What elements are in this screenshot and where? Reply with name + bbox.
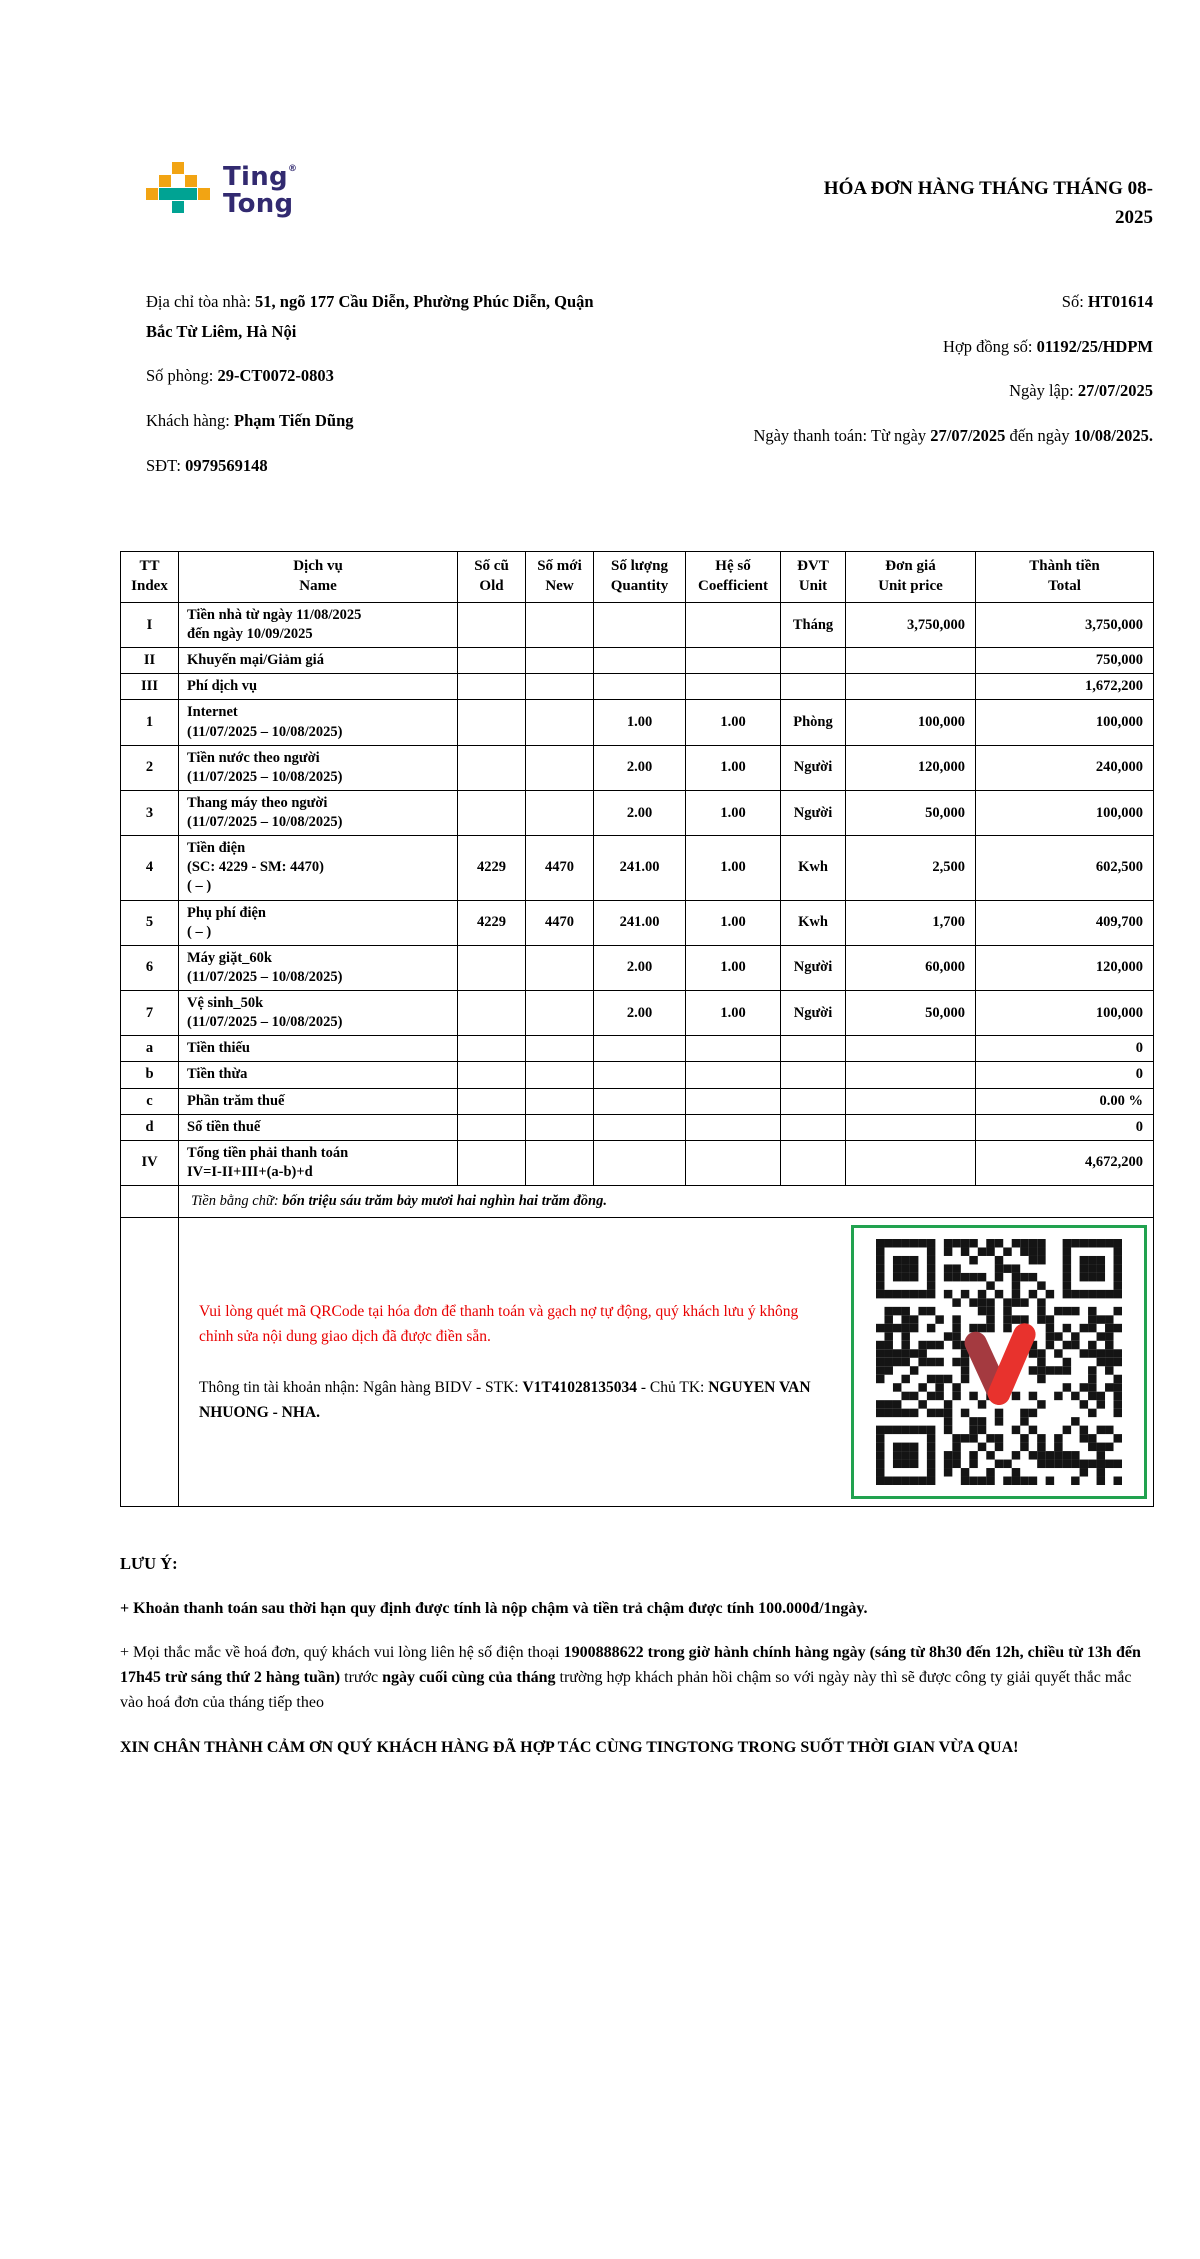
amount-in-words-row — [121, 1186, 1154, 1218]
cell-total: 1,672,200 — [976, 674, 1154, 700]
service-name-line: Internet — [187, 704, 238, 721]
cell-service-name — [179, 1088, 458, 1114]
cell-unit-price: 50,000 — [846, 790, 976, 835]
cell-service-name — [179, 945, 458, 990]
cell-unit — [781, 648, 846, 674]
info-right-column — [733, 287, 1153, 495]
cell-unit — [781, 1140, 846, 1185]
invoice-number-field: Số: HT01614 — [1061, 291, 1153, 311]
service-name-line: Tiền thiếu — [187, 1040, 250, 1057]
cell-service-name — [179, 1140, 458, 1185]
table-body — [121, 602, 1154, 1185]
service-name-line: (11/07/2025 – 10/08/2025) — [187, 814, 343, 831]
cell-service-name — [179, 674, 458, 700]
cell-service-name — [179, 1114, 458, 1140]
cell-quantity: 241.00 — [594, 900, 686, 945]
cell-total: 0.00 % — [976, 1088, 1154, 1114]
thank-you-message: XIN CHÂN THÀNH CẢM ƠN QUÝ KHÁCH HÀNG ĐÃ HỢP TÁC CÙNG TINGTONG TRONG SUỐT THỜI GIAN VỪA QUA! — [120, 1738, 1019, 1756]
service-name-line: (11/07/2025 – 10/08/2025) — [187, 768, 343, 785]
invoice-title-line1: HÓA ĐƠN HÀNG THÁNG THÁNG 08- — [823, 178, 1153, 199]
amount-in-words — [179, 1186, 1154, 1218]
service-name-line: ( – ) — [187, 923, 212, 940]
customer-field: Khách hàng: Phạm Tiến Dũng — [146, 410, 354, 430]
cell-old — [458, 1140, 526, 1185]
qr-payment-cell — [179, 1218, 1154, 1507]
cell-old — [458, 648, 526, 674]
payment-from-value: 27/07/2025 — [930, 425, 1006, 445]
cell-index: 7 — [121, 991, 179, 1036]
cell-new: 4470 — [526, 900, 594, 945]
cell-old — [458, 790, 526, 835]
phone-field: SĐT: 0979569148 — [146, 455, 268, 475]
brand-word-ting: Ting — [223, 162, 288, 192]
cell-old — [458, 1088, 526, 1114]
cell-new — [526, 1114, 594, 1140]
service-name-line: Tiền nhà từ ngày 11/08/2025 — [187, 606, 362, 623]
cell-coefficient — [686, 1036, 781, 1062]
cell-unit — [781, 1088, 846, 1114]
table-row — [121, 790, 1154, 835]
cell-quantity: 2.00 — [594, 745, 686, 790]
cell-new — [526, 790, 594, 835]
cell-unit — [781, 1114, 846, 1140]
cell-quantity — [594, 602, 686, 647]
header-total: Thành tiền Total — [976, 552, 1154, 603]
cell-new — [526, 1140, 594, 1185]
amount-words-label: Tiền bằng chữ: — [191, 1193, 283, 1210]
cell-unit-price — [846, 648, 976, 674]
cell-unit: Người — [781, 790, 846, 835]
cell-index: d — [121, 1114, 179, 1140]
table-row — [121, 991, 1154, 1036]
table-row — [121, 648, 1154, 674]
cell-old — [458, 1114, 526, 1140]
table-row — [121, 674, 1154, 700]
cell-index: 1 — [121, 700, 179, 745]
building-address-value: 51, ngõ 177 Cầu Diễn, Phường Phúc Diễn, Quận Bắc Từ Liêm, Hà Nội — [146, 291, 594, 341]
cell-unit: Kwh — [781, 900, 846, 945]
qr-instructions — [179, 1218, 851, 1506]
cell-new: 4470 — [526, 836, 594, 900]
cell-unit-price: 1,700 — [846, 900, 976, 945]
cell-unit-price — [846, 1114, 976, 1140]
cell-unit: Kwh — [781, 836, 846, 900]
registered-mark: ® — [287, 164, 298, 174]
header-old: Số cũ Old — [458, 552, 526, 603]
service-name-line: Khuyến mại/Giảm giá — [187, 652, 324, 669]
qr-code-frame — [851, 1225, 1147, 1499]
cell-service-name — [179, 1036, 458, 1062]
cell-new — [526, 1062, 594, 1088]
table-row — [121, 1062, 1154, 1088]
cell-service-name — [179, 991, 458, 1036]
cell-coefficient: 1.00 — [686, 700, 781, 745]
table-row — [121, 836, 1154, 900]
invoice-title — [683, 174, 1153, 233]
cell-new — [526, 945, 594, 990]
cell-unit — [781, 1036, 846, 1062]
service-name-line: đến ngày 10/09/2025 — [187, 626, 313, 643]
table-row — [121, 1036, 1154, 1062]
cell-coefficient — [686, 602, 781, 647]
cell-new — [526, 745, 594, 790]
cell-total: 409,700 — [976, 900, 1154, 945]
phone-value: 0979569148 — [185, 455, 268, 475]
cell-quantity: 2.00 — [594, 790, 686, 835]
header-unit: ĐVT Unit — [781, 552, 846, 603]
services-table — [120, 551, 1154, 1507]
cell-unit-price: 60,000 — [846, 945, 976, 990]
cell-idx-empty — [121, 1186, 179, 1218]
cell-index: 3 — [121, 790, 179, 835]
cell-total: 3,750,000 — [976, 602, 1154, 647]
cell-coefficient: 1.00 — [686, 790, 781, 835]
header-coefficient: Hệ số Coefficient — [686, 552, 781, 603]
table-footer-rows — [121, 1186, 1154, 1507]
cell-coefficient: 1.00 — [686, 745, 781, 790]
cell-total: 0 — [976, 1062, 1154, 1088]
cell-unit-price — [846, 1036, 976, 1062]
cell-service-name — [179, 602, 458, 647]
cell-coefficient: 1.00 — [686, 900, 781, 945]
cell-total: 0 — [976, 1114, 1154, 1140]
cell-coefficient — [686, 1140, 781, 1185]
cell-index: II — [121, 648, 179, 674]
service-name-line: Số tiền thuế — [187, 1118, 261, 1135]
cell-idx-empty — [121, 1218, 179, 1507]
cell-unit: Người — [781, 991, 846, 1036]
cell-unit-price — [846, 1140, 976, 1185]
cell-new — [526, 648, 594, 674]
table-row — [121, 1140, 1154, 1185]
brand-logo — [146, 162, 297, 217]
info-left-column — [146, 287, 606, 495]
cell-index: I — [121, 602, 179, 647]
cell-old — [458, 745, 526, 790]
cell-total: 4,672,200 — [976, 1140, 1154, 1185]
table-header — [121, 552, 1154, 603]
brand-word-tong: Tong — [223, 188, 294, 219]
cell-old — [458, 991, 526, 1036]
cell-service-name — [179, 648, 458, 674]
cell-quantity: 2.00 — [594, 945, 686, 990]
payment-to-value: 10/08/2025. — [1073, 425, 1153, 445]
tingtong-logo-icon — [146, 162, 210, 214]
room-number-value: 29-CT0072-0803 — [217, 366, 334, 386]
invoice-number-value: HT01614 — [1087, 291, 1153, 311]
cell-unit-price: 2,500 — [846, 836, 976, 900]
hotline-number: 1900888622 trong giờ hành chính hàng ngày (sáng từ 8h30 đến 12h, chiều từ 13h đến 17h45 trừ sáng thứ 2 hàng tuần) — [120, 1644, 1141, 1687]
qr-notice-text: Vui lòng quét mã QRCode tại hóa đơn để thanh toán và gạch nợ tự động, quý khách lưu ý không chỉnh sửa nội dung giao dịch đã được điền sẵn. — [199, 1302, 799, 1345]
service-name-line: Tiền thừa — [187, 1066, 248, 1083]
cell-index: a — [121, 1036, 179, 1062]
cell-quantity — [594, 648, 686, 674]
cell-unit-price: 3,750,000 — [846, 602, 976, 647]
cell-quantity: 2.00 — [594, 991, 686, 1036]
service-name-line: Tiền nước theo người — [187, 749, 320, 766]
cell-unit: Người — [781, 945, 846, 990]
cell-total: 0 — [976, 1036, 1154, 1062]
cell-new — [526, 602, 594, 647]
cell-old: 4229 — [458, 900, 526, 945]
issue-date-value: 27/07/2025 — [1077, 381, 1153, 401]
cell-unit-price: 120,000 — [846, 745, 976, 790]
cell-index: c — [121, 1088, 179, 1114]
table-header-row — [121, 552, 1154, 603]
cell-coefficient — [686, 1114, 781, 1140]
cell-quantity — [594, 1140, 686, 1185]
cell-total: 120,000 — [976, 945, 1154, 990]
cell-unit-price: 50,000 — [846, 991, 976, 1036]
cell-total: 100,000 — [976, 991, 1154, 1036]
cell-quantity — [594, 1062, 686, 1088]
building-address-field: Địa chỉ tòa nhà: 51, ngõ 177 Cầu Diễn, Phường Phúc Diễn, Quận Bắc Từ Liêm, Hà Nội — [146, 291, 594, 341]
cell-coefficient: 1.00 — [686, 836, 781, 900]
cell-old — [458, 700, 526, 745]
cell-coefficient: 1.00 — [686, 991, 781, 1036]
footer-notes — [120, 1551, 1153, 1761]
cell-index: 4 — [121, 836, 179, 900]
service-name-line: Phí dịch vụ — [187, 678, 258, 695]
service-name-line: Tổng tiền phải thanh toán — [187, 1144, 349, 1161]
cell-coefficient — [686, 674, 781, 700]
cell-total: 750,000 — [976, 648, 1154, 674]
service-name-line: IV=I-II+III+(a-b)+d — [187, 1163, 313, 1180]
customer-name-value: Phạm Tiến Dũng — [233, 410, 354, 430]
cell-unit: Phòng — [781, 700, 846, 745]
cell-quantity: 241.00 — [594, 836, 686, 900]
issue-date-field: Ngày lập: 27/07/2025 — [1009, 381, 1153, 401]
cell-old — [458, 602, 526, 647]
note-late-fee: + Khoản thanh toán sau thời hạn quy định được tính là nộp chậm và tiền trả chậm được tính 100.000đ/1ngày. — [120, 1599, 868, 1617]
cell-new — [526, 991, 594, 1036]
cell-service-name — [179, 836, 458, 900]
cell-coefficient: 1.00 — [686, 945, 781, 990]
table-row — [121, 700, 1154, 745]
cell-service-name — [179, 900, 458, 945]
table-row — [121, 945, 1154, 990]
cell-unit — [781, 1062, 846, 1088]
cell-new — [526, 1036, 594, 1062]
bank-account-number: V1T41028135034 — [522, 1379, 637, 1397]
invoice-info — [120, 287, 1153, 495]
service-name-line: (11/07/2025 – 10/08/2025) — [187, 1014, 343, 1031]
cell-index: 6 — [121, 945, 179, 990]
cell-total: 602,500 — [976, 836, 1154, 900]
cell-old — [458, 1062, 526, 1088]
service-name-line: (11/07/2025 – 10/08/2025) — [187, 723, 343, 740]
cell-index: IV — [121, 1140, 179, 1185]
cell-total: 100,000 — [976, 700, 1154, 745]
cell-coefficient — [686, 1062, 781, 1088]
room-number-field: Số phòng: 29-CT0072-0803 — [146, 366, 334, 386]
qr-row — [121, 1218, 1154, 1507]
cell-quantity: 1.00 — [594, 700, 686, 745]
cell-unit — [781, 674, 846, 700]
table-row — [121, 900, 1154, 945]
cell-service-name — [179, 790, 458, 835]
qr-code — [876, 1239, 1122, 1485]
cell-old — [458, 674, 526, 700]
cell-service-name — [179, 700, 458, 745]
cell-total: 100,000 — [976, 790, 1154, 835]
cell-unit-price — [846, 1088, 976, 1114]
header-index: TT Index — [121, 552, 179, 603]
service-name-line: Thang máy theo người — [187, 794, 328, 811]
cell-quantity — [594, 1088, 686, 1114]
contract-number-field: Hợp đồng số: 01192/25/HDPM — [943, 336, 1153, 356]
cell-old — [458, 945, 526, 990]
invoice-header — [120, 128, 1153, 233]
bank-account-holder: NGUYEN VAN NHUONG - NHA. — [199, 1379, 811, 1422]
payment-period-field: Ngày thanh toán: Từ ngày 27/07/2025 đến ngày 10/08/2025. — [753, 425, 1153, 445]
cell-quantity — [594, 1114, 686, 1140]
brand-wordmark — [223, 164, 297, 217]
header-unit-price: Đơn giá Unit price — [846, 552, 976, 603]
service-name-line: Vệ sinh_50k — [187, 995, 264, 1012]
service-name-line: Phụ phí điện — [187, 904, 266, 921]
cell-new — [526, 700, 594, 745]
invoice-title-line2: 2025 — [1115, 207, 1153, 229]
cell-service-name — [179, 1062, 458, 1088]
cell-coefficient — [686, 1088, 781, 1114]
service-name-line: Tiền điện — [187, 840, 246, 857]
service-name-line: Phần trăm thuế — [187, 1092, 285, 1109]
header-quantity: Số lượng Quantity — [594, 552, 686, 603]
cell-quantity — [594, 1036, 686, 1062]
service-name-line: (11/07/2025 – 10/08/2025) — [187, 968, 343, 985]
bank-account-info: Thông tin tài khoản nhận: Ngân hàng BIDV - STK: V1T41028135034 - Chủ TK: NGUYEN VAN NHUONG - NHA. — [199, 1379, 811, 1422]
table-row — [121, 745, 1154, 790]
cell-unit: Người — [781, 745, 846, 790]
cell-index: b — [121, 1062, 179, 1088]
cell-new — [526, 1088, 594, 1114]
cell-old: 4229 — [458, 836, 526, 900]
cell-old — [458, 1036, 526, 1062]
note-hotline: + Mọi thắc mắc về hoá đơn, quý khách vui lòng liên hệ số điện thoại 1900888622 trong giờ hành chính hàng ngày (sáng từ 8h30 đến 12h, chiều từ 13h đến 17h45 trừ sáng thứ 2 hàng tuần) trước ngày cuối cùng của tháng trường hợp khách phản hồi chậm so với ngày này thì sẽ được công ty giải quyết thắc mắc vào hoá đơn của tháng tiếp theo — [120, 1644, 1141, 1711]
cell-index: 5 — [121, 900, 179, 945]
service-name-line: (SC: 4229 - SM: 4470) — [187, 859, 324, 876]
table-row — [121, 1114, 1154, 1140]
service-name-line: Máy giặt_60k — [187, 949, 272, 966]
header-new: Số mới New — [526, 552, 594, 603]
contract-number-value: 01192/25/HDPM — [1036, 336, 1153, 356]
cell-new — [526, 674, 594, 700]
cell-quantity — [594, 674, 686, 700]
cell-coefficient — [686, 648, 781, 674]
table-row — [121, 1088, 1154, 1114]
notes-heading: LƯU Ý: — [120, 1554, 178, 1574]
cell-service-name — [179, 745, 458, 790]
cell-index: 2 — [121, 745, 179, 790]
header-name: Dịch vụ Name — [179, 552, 458, 603]
amount-words-value: bốn triệu sáu trăm bảy mươi hai nghìn hai trăm đồng. — [282, 1193, 607, 1210]
service-name-line: ( – ) — [187, 878, 212, 895]
cell-total: 240,000 — [976, 745, 1154, 790]
table-row — [121, 602, 1154, 647]
cell-unit-price — [846, 674, 976, 700]
cell-unit-price: 100,000 — [846, 700, 976, 745]
cell-unit-price — [846, 1062, 976, 1088]
cell-unit: Tháng — [781, 602, 846, 647]
cell-index: III — [121, 674, 179, 700]
